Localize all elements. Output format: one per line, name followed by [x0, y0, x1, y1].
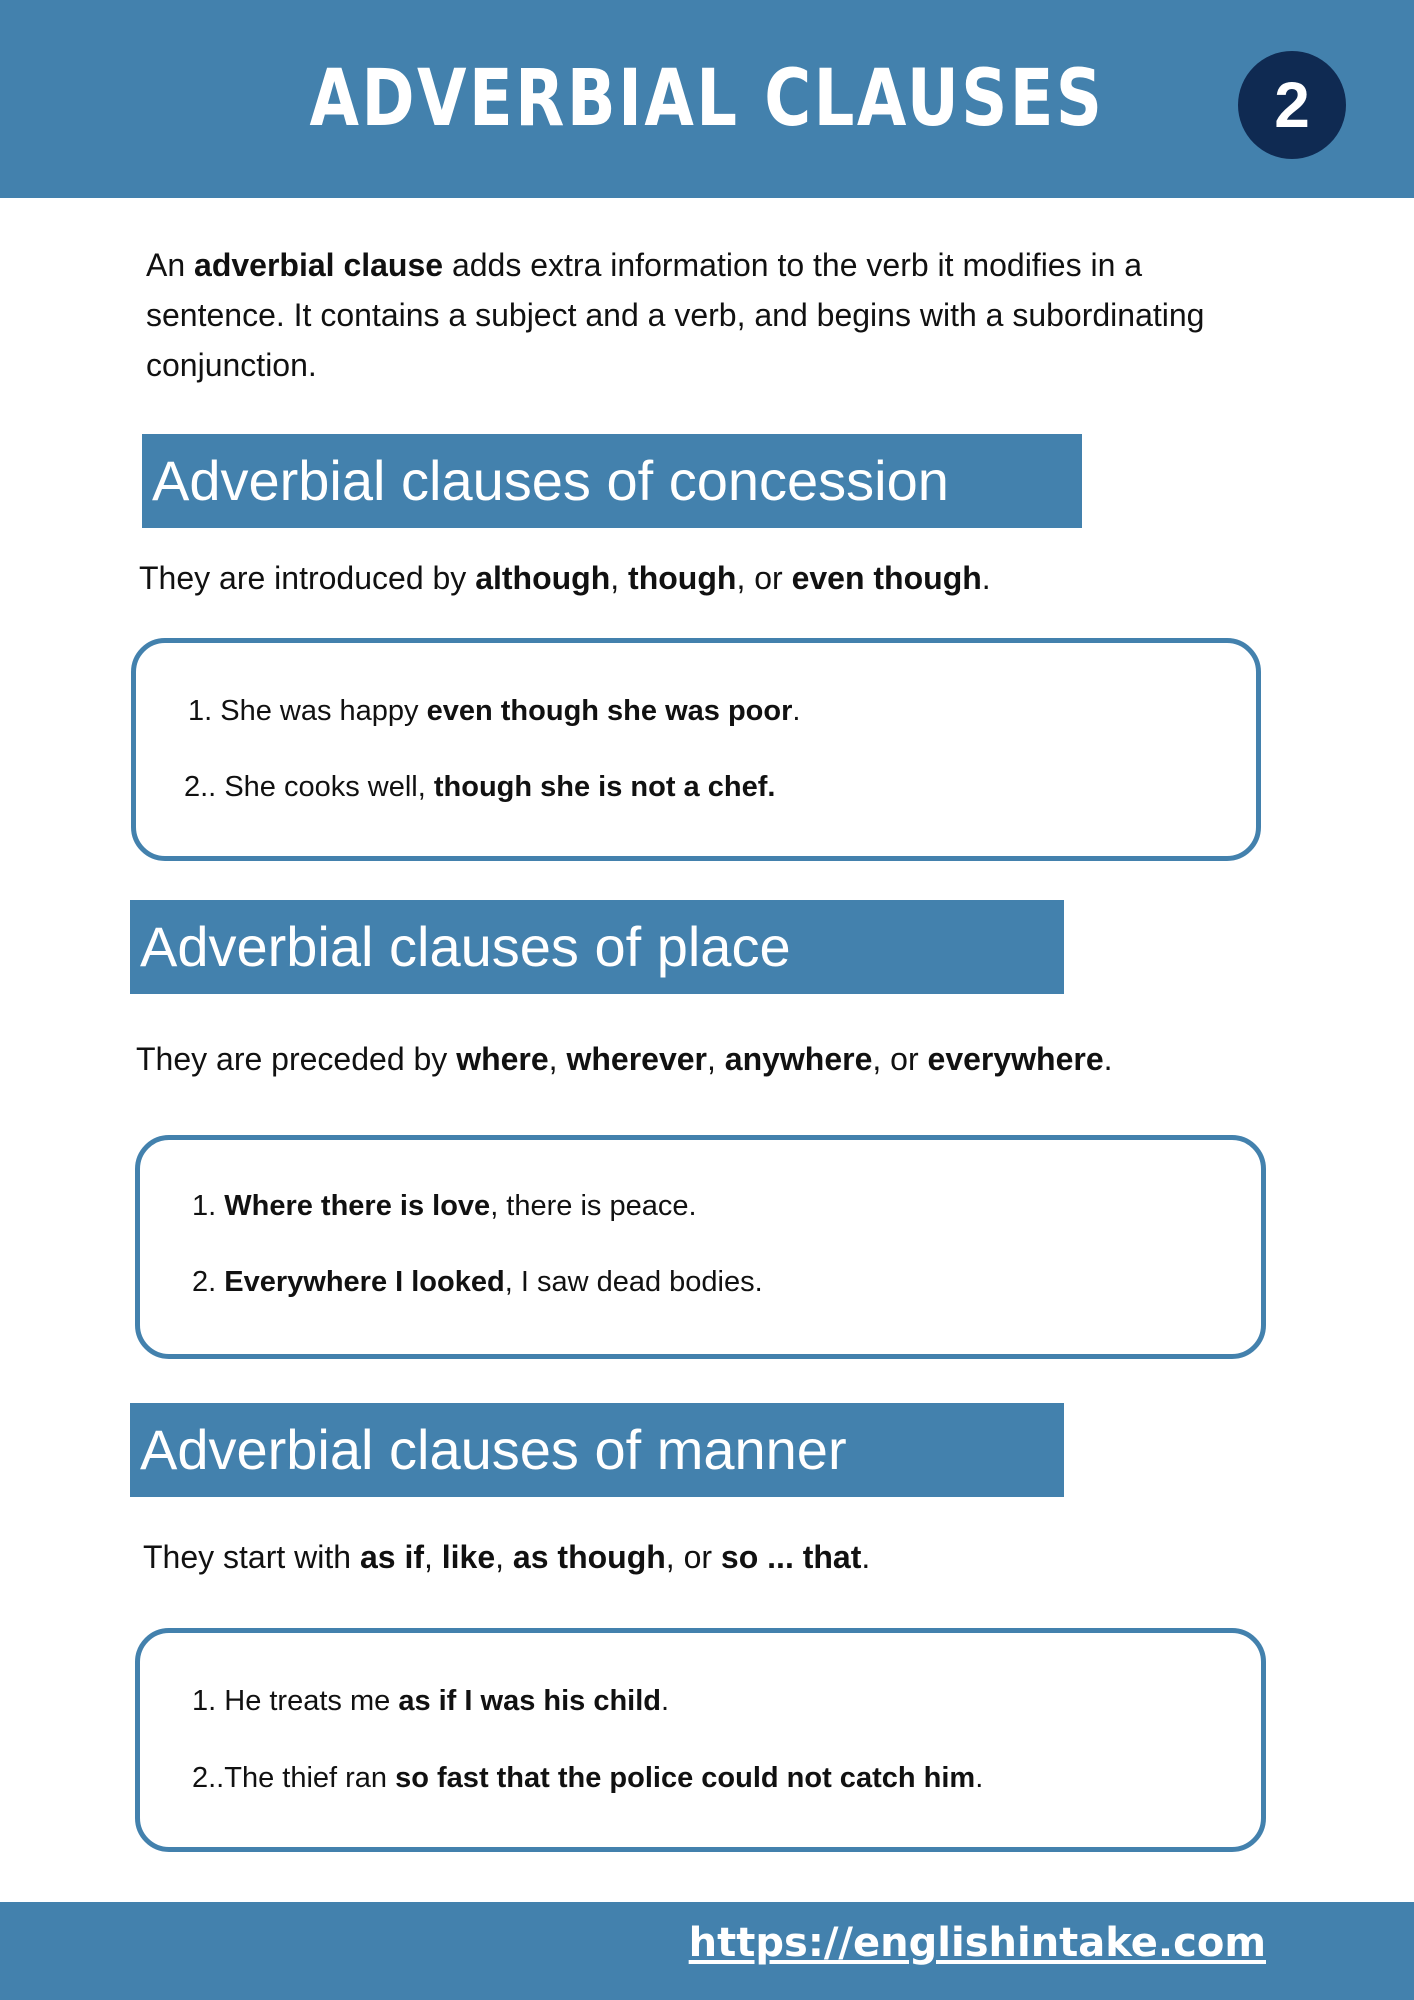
example-item: 1. She was happy even though she was poor. — [188, 695, 801, 727]
intro-paragraph: An adverbial clause adds extra information to the verb it modifies in a sentence. It contains a subject and a verb, and begins with a subordinating conjunction. — [146, 247, 1205, 383]
section-desc-place: They are preceded by where, wherever, anywhere, or everywhere. — [136, 1041, 1113, 1077]
website-link[interactable]: https://englishintake.com — [688, 1920, 1266, 1966]
example-item: 2.. She cooks well, though she is not a chef. — [184, 771, 776, 803]
page-title: ADVERBIAL CLAUSES — [309, 54, 1105, 144]
example-item: 2. Everywhere I looked, I saw dead bodies. — [192, 1266, 763, 1298]
example-box-concession — [131, 638, 1261, 861]
intro-term: adverbial clause — [194, 247, 444, 283]
section-desc-concession: They are introduced by although, though, or even though. — [139, 560, 991, 596]
example-box-place — [135, 1135, 1266, 1359]
example-item: 2..The thief ran so fast that the police could not catch him. — [192, 1762, 984, 1794]
page-number-badge: 2 — [1238, 51, 1346, 159]
section-heading-concession: Adverbial clauses of concession — [142, 434, 1082, 528]
example-item: 1. Where there is love, there is peace. — [192, 1190, 697, 1222]
section-heading-manner: Adverbial clauses of manner — [130, 1403, 1064, 1497]
section-heading-place: Adverbial clauses of place — [130, 900, 1064, 994]
section-desc-manner: They start with as if, like, as though, or so ... that. — [143, 1539, 871, 1575]
example-item: 1. He treats me as if I was his child. — [192, 1685, 670, 1717]
example-box-manner — [135, 1628, 1266, 1852]
